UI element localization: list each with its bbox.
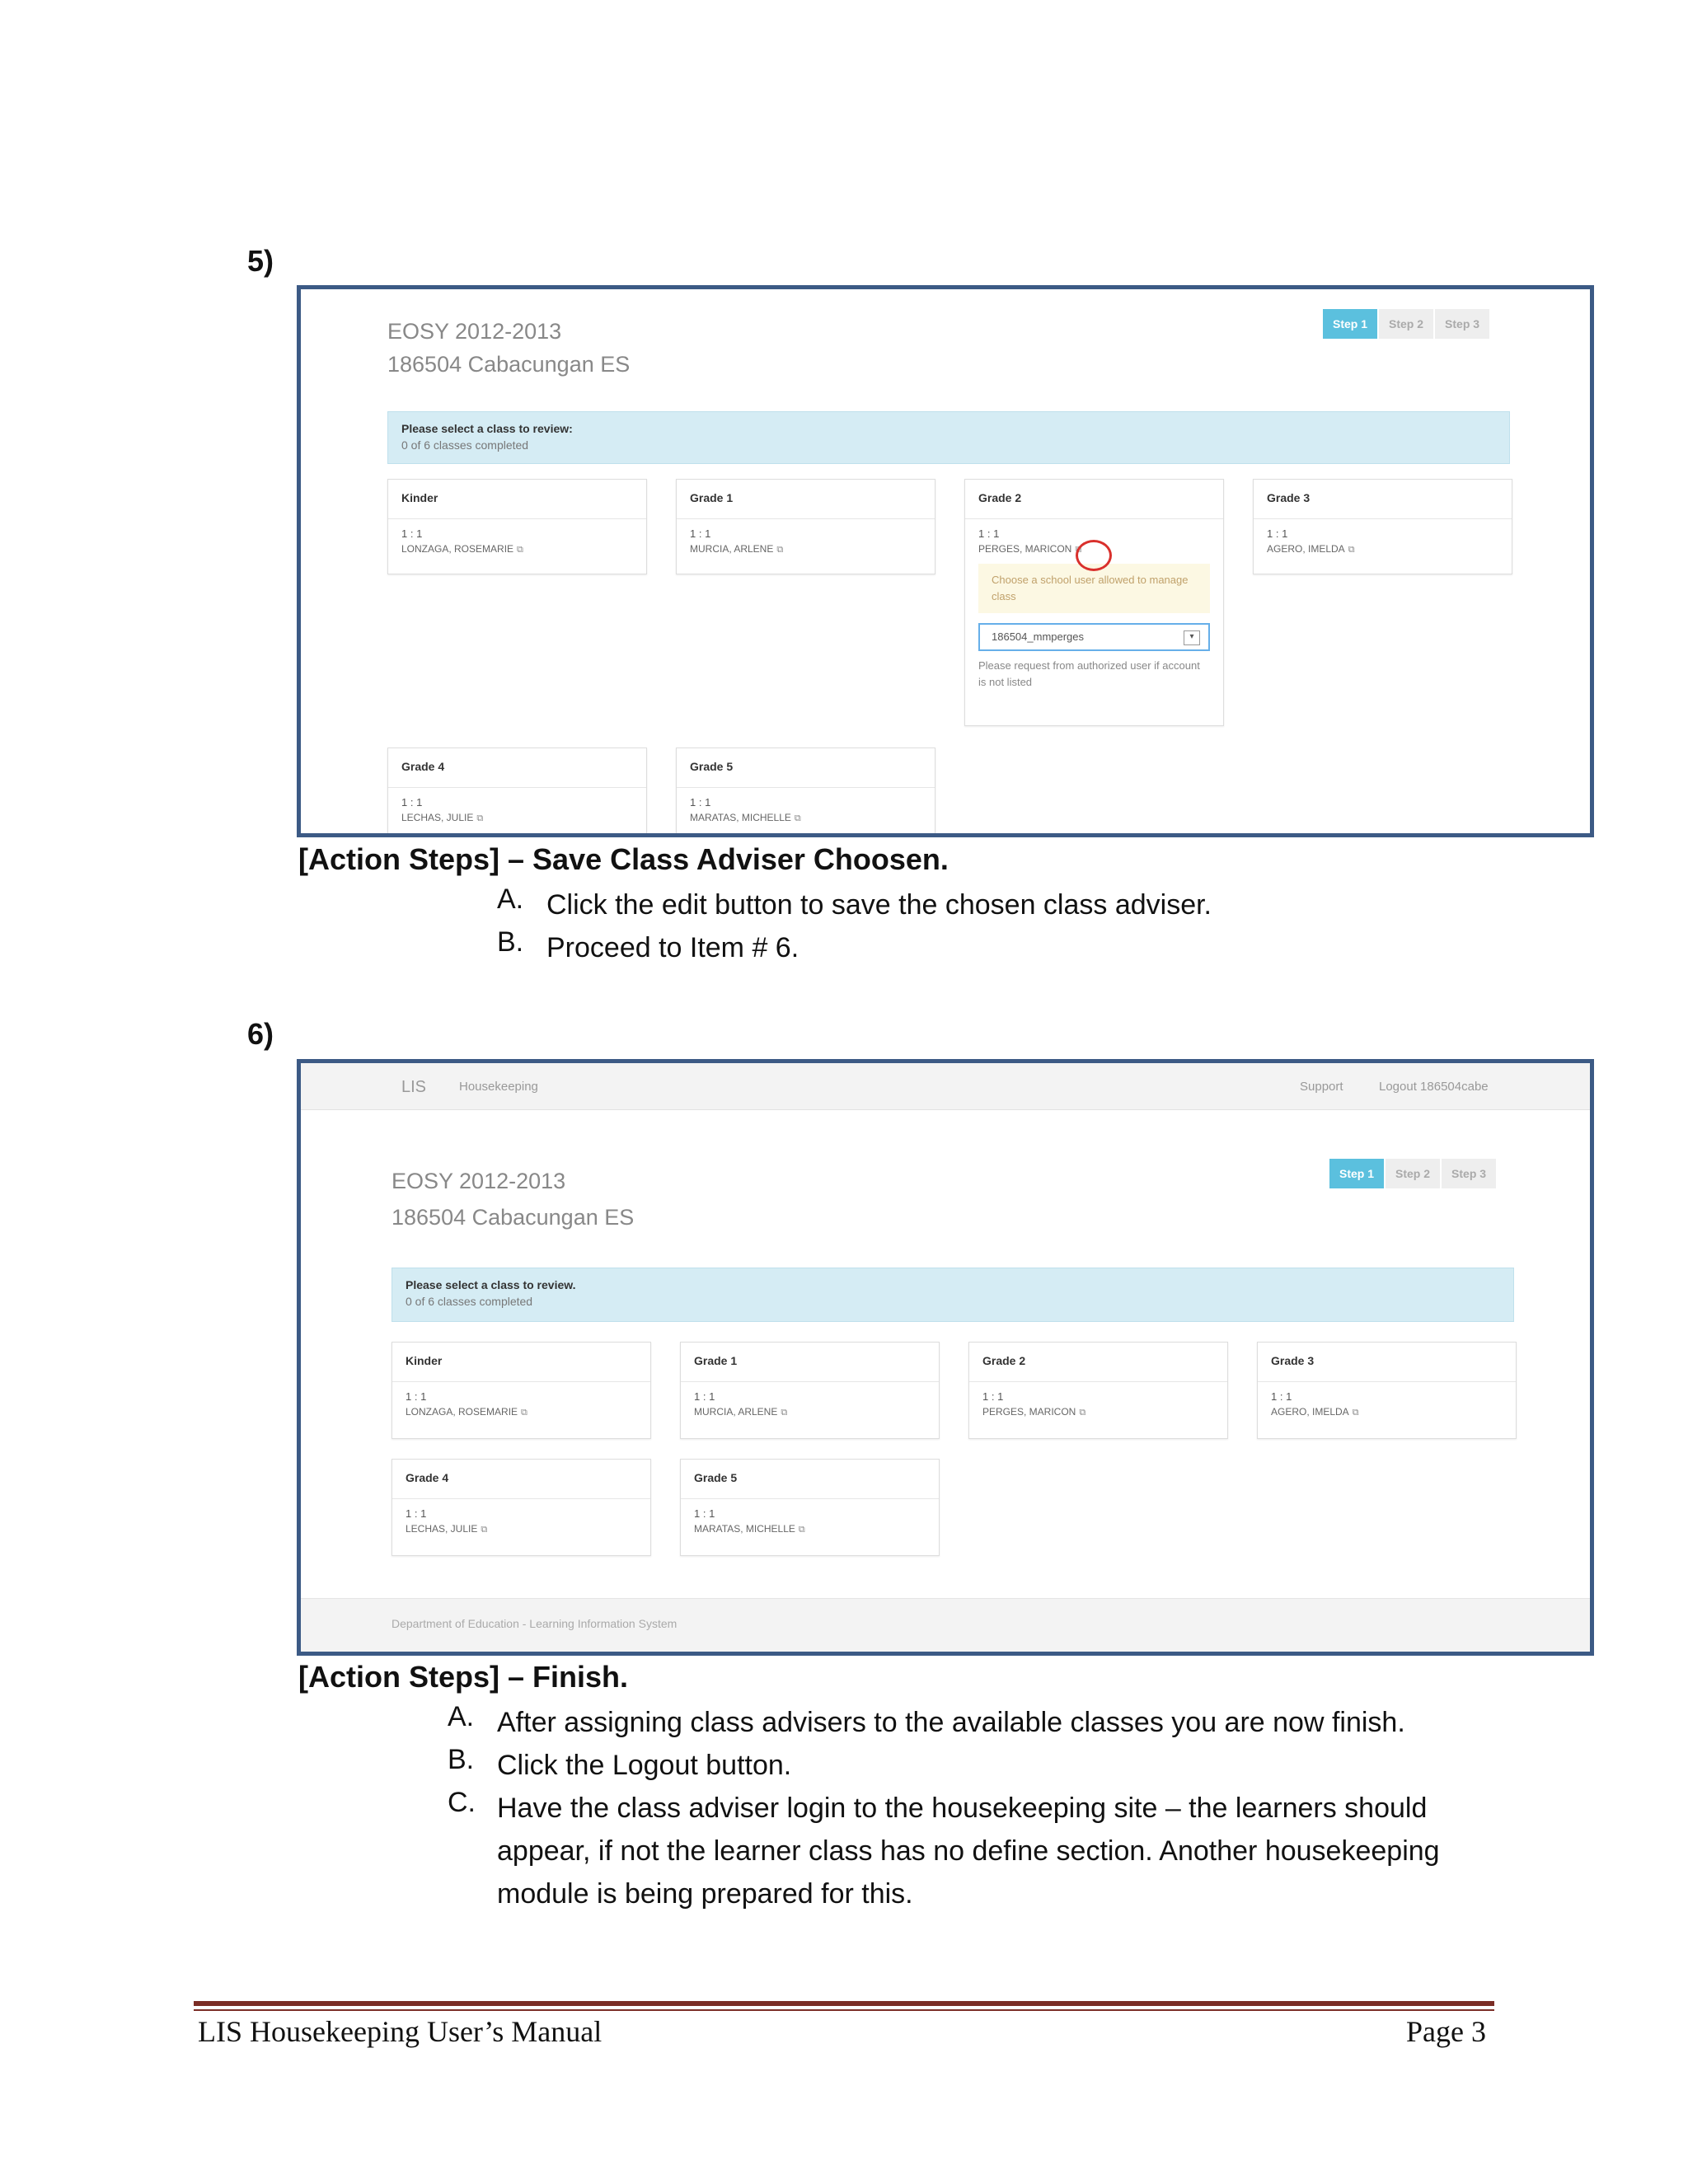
card-grade: Kinder: [392, 1343, 650, 1382]
select-help-text: Please request from authorized user if account is not listed: [978, 659, 1200, 688]
footer-rule-thick: [194, 2001, 1494, 2006]
card-adviser: MURCIA, ARLENE: [694, 1406, 778, 1418]
class-card-grade-5[interactable]: [676, 748, 935, 837]
step-5a: [497, 883, 1568, 926]
card-section: 1 : 1: [978, 527, 1000, 540]
footer-rule-thin: [194, 2009, 1494, 2011]
page-number: Page 3: [1406, 2015, 1486, 2048]
class-card-kinder[interactable]: [387, 479, 647, 574]
card-adviser: MURCIA, ARLENE: [690, 543, 774, 555]
alert-subtitle: 0 of 6 classes completed: [401, 438, 529, 452]
card-grade: Grade 4: [392, 1460, 650, 1499]
school-year-title: EOSY 2012-2013: [392, 1169, 566, 1193]
step-letter: B.: [497, 926, 524, 958]
step-letter: A.: [448, 1701, 475, 1732]
school-year-title: EOSY 2012-2013: [387, 319, 562, 344]
step-2-button[interactable]: Step 2: [1379, 309, 1433, 339]
step-1-button[interactable]: Step 1: [1323, 309, 1377, 339]
edit-icon[interactable]: ⧉: [481, 1525, 488, 1535]
step-text-line-3: module is being prepared for this.: [497, 1878, 913, 1910]
card-grade: Grade 3: [1258, 1343, 1516, 1382]
alert-title: Please select a class to review:: [401, 422, 573, 435]
card-section: 1 : 1: [690, 527, 711, 540]
edit-icon[interactable]: ⧉: [798, 1525, 805, 1535]
card-grade: Grade 5: [681, 1460, 939, 1499]
card-adviser: LECHAS, JULIE: [401, 812, 474, 823]
step-letter: A.: [497, 883, 524, 915]
class-card-grade-1[interactable]: [680, 1342, 940, 1439]
card-adviser: LONZAGA, ROSEMARIE: [401, 543, 514, 555]
step-text: Click the edit button to save the chosen class adviser.: [546, 889, 1212, 921]
card-adviser: AGERO, IMELDA: [1267, 543, 1345, 555]
step-text-line-2: appear, if not the learner class has no define section. Another housekeeping: [497, 1835, 1440, 1867]
manual-title: LIS Housekeeping User’s Manual: [198, 2015, 603, 2048]
card-grade: Grade 2: [965, 480, 1223, 519]
alert-subtitle: 0 of 6 classes completed: [406, 1295, 533, 1308]
adviser-warning: Choose a school user allowed to manage class: [978, 564, 1210, 613]
card-section: 1 : 1: [401, 796, 423, 808]
step-1-button[interactable]: Step 1: [1329, 1159, 1384, 1188]
adviser-select[interactable]: [978, 623, 1210, 651]
card-section: 1 : 1: [1271, 1390, 1292, 1403]
action-steps-heading-5: [298, 842, 949, 877]
class-card-grade-3[interactable]: [1253, 479, 1512, 574]
step-letter: C.: [448, 1787, 476, 1818]
nav-support-link[interactable]: Support: [1300, 1080, 1343, 1094]
action-title: Finish.: [532, 1660, 629, 1694]
screenshot-item-5: [297, 285, 1594, 837]
class-card-grade-3[interactable]: [1257, 1342, 1517, 1439]
alert-title: Please select a class to review.: [406, 1278, 576, 1291]
nav-housekeeping-link[interactable]: Housekeeping: [459, 1080, 538, 1094]
edit-icon[interactable]: ⧉: [1352, 1408, 1359, 1418]
class-card-kinder[interactable]: [392, 1342, 651, 1439]
class-card-grade-2[interactable]: [968, 1342, 1228, 1439]
card-adviser: PERGES, MARICON: [978, 543, 1072, 555]
edit-icon[interactable]: ⧉: [1075, 545, 1082, 555]
adviser-select-value: 186504_mmperges: [992, 630, 1085, 643]
step-6b: [448, 1744, 1601, 1787]
nav-logout-link[interactable]: Logout 186504cabe: [1379, 1080, 1489, 1094]
step-text: After assigning class advisers to the available classes you are now finish.: [497, 1707, 1405, 1738]
app-footer-text: Department of Education - Learning Information System: [392, 1617, 678, 1630]
card-grade: Grade 1: [681, 1343, 939, 1382]
card-adviser: LONZAGA, ROSEMARIE: [406, 1406, 518, 1418]
class-card-grade-4[interactable]: [392, 1459, 651, 1556]
item-6-number: 6): [247, 1017, 274, 1051]
card-grade: Grade 5: [677, 748, 935, 788]
edit-icon[interactable]: ⧉: [476, 813, 484, 823]
card-adviser: PERGES, MARICON: [982, 1406, 1076, 1418]
card-section: 1 : 1: [690, 796, 711, 808]
wizard-steps: [1323, 309, 1489, 339]
card-section: 1 : 1: [1267, 527, 1288, 540]
edit-icon[interactable]: ⧉: [517, 545, 523, 555]
app-footer: [301, 1598, 1590, 1652]
edit-icon[interactable]: ⧉: [794, 813, 801, 823]
edit-icon[interactable]: ⧉: [776, 545, 784, 555]
card-adviser: MARATAS, MICHELLE: [694, 1523, 795, 1535]
step-6a: [448, 1701, 1601, 1744]
class-card-grade-4[interactable]: [387, 748, 647, 837]
school-name: 186504 Cabacungan ES: [387, 352, 631, 377]
highlight-circle: [1076, 540, 1112, 571]
action-title: Save Class Adviser Choosen.: [532, 842, 949, 876]
class-card-grade-2[interactable]: [964, 479, 1224, 726]
class-card-grade-1[interactable]: [676, 479, 935, 574]
step-letter: B.: [448, 1744, 475, 1775]
screenshot-item-6: [297, 1059, 1594, 1656]
card-section: 1 : 1: [694, 1507, 715, 1520]
step-3-button[interactable]: Step 3: [1442, 1159, 1496, 1188]
step-2-button[interactable]: Step 2: [1386, 1159, 1440, 1188]
chevron-down-icon: ▾: [1184, 630, 1200, 645]
step-5b: [497, 926, 1568, 969]
card-section: 1 : 1: [982, 1390, 1004, 1403]
item-5-number: 5): [247, 244, 274, 278]
card-adviser: MARATAS, MICHELLE: [690, 812, 791, 823]
action-prefix: [Action Steps] –: [298, 842, 525, 876]
card-grade: Kinder: [388, 480, 646, 519]
action-prefix: [Action Steps] –: [298, 1660, 525, 1694]
nav-brand[interactable]: LIS: [401, 1078, 427, 1096]
card-section: 1 : 1: [406, 1390, 427, 1403]
card-adviser: AGERO, IMELDA: [1271, 1406, 1349, 1418]
step-text-line-1: Have the class adviser login to the housekeeping site – the learners should: [497, 1793, 1428, 1824]
review-alert: [392, 1268, 1514, 1322]
card-grade: Grade 3: [1254, 480, 1512, 519]
card-grade: Grade 4: [388, 748, 646, 788]
card-grade: Grade 1: [677, 480, 935, 519]
edit-icon[interactable]: ⧉: [781, 1408, 788, 1418]
step-text: Click the Logout button.: [497, 1750, 792, 1781]
card-section: 1 : 1: [694, 1390, 715, 1403]
card-grade: Grade 2: [969, 1343, 1227, 1382]
card-section: 1 : 1: [401, 527, 423, 540]
step-text: Proceed to Item # 6.: [546, 932, 799, 963]
wizard-steps: [1329, 1159, 1496, 1188]
action-steps-heading-6: [298, 1660, 628, 1694]
edit-icon[interactable]: ⧉: [521, 1408, 528, 1418]
edit-icon[interactable]: ⧉: [1079, 1408, 1086, 1418]
top-navbar: [301, 1063, 1590, 1110]
step-3-button[interactable]: Step 3: [1435, 309, 1489, 339]
card-section: 1 : 1: [406, 1507, 427, 1520]
review-alert: [387, 411, 1510, 464]
step-6c: [448, 1787, 1601, 1919]
school-name: 186504 Cabacungan ES: [392, 1205, 635, 1230]
edit-icon[interactable]: ⧉: [1348, 545, 1355, 555]
card-adviser: LECHAS, JULIE: [406, 1523, 478, 1535]
class-card-grade-5[interactable]: [680, 1459, 940, 1556]
